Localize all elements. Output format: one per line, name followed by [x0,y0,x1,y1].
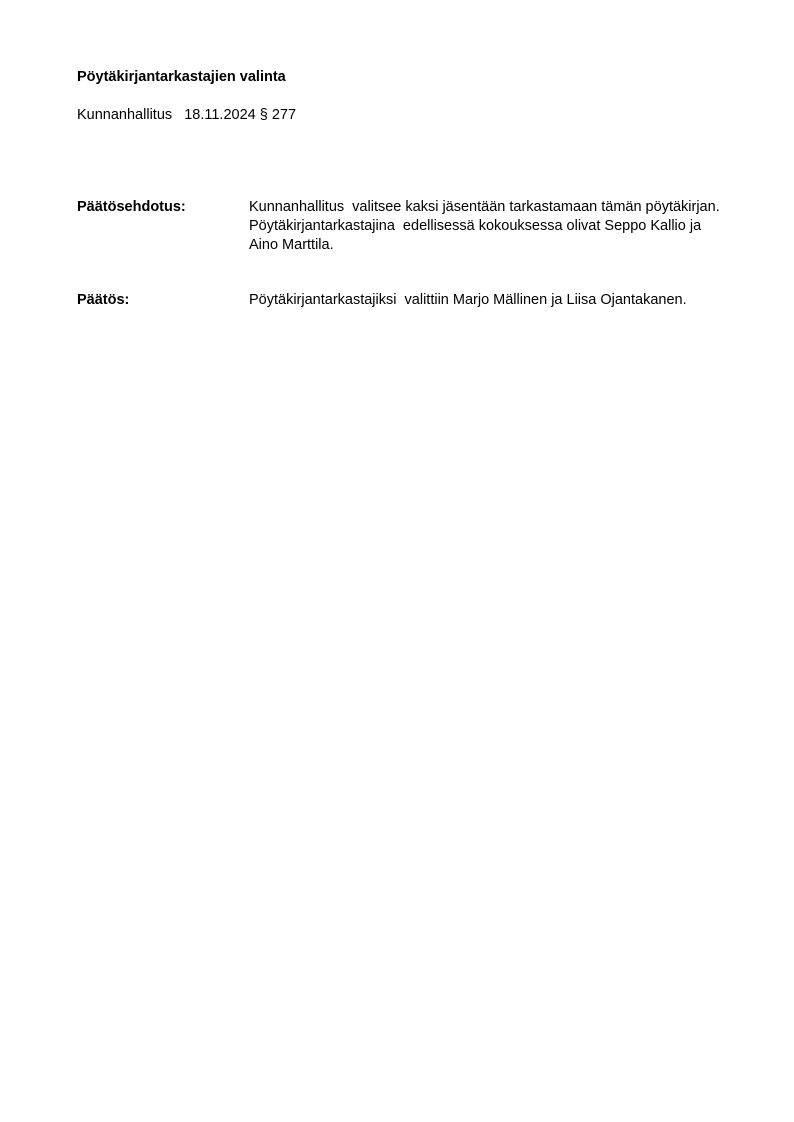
proposal-paragraph: Pöytäkirjantarkastajina edellisessä kokouksessa olivat Seppo Kallio ja Aino Marttila. [249,218,705,253]
meeting-reference: Kunnanhallitus 18.11.2024 § 277 [77,107,297,123]
decision-section [77,291,737,310]
proposal-paragraph: Kunnanhallitus valitsee kaksi jäsentään tarkastamaan tämän pöytäkirjan. [249,199,720,215]
proposal-section [77,198,737,255]
decision-text: Pöytäkirjantarkastajiksi valittiin Marjo Mällinen ja Liisa Ojantakanen. [249,292,687,308]
decision-label: Päätös: [77,292,130,308]
proposal-label: Päätösehdotus: [77,199,186,215]
decision-body [249,291,731,310]
document-title: Pöytäkirjantarkastajien valinta [77,69,286,85]
proposal-body [249,198,731,255]
